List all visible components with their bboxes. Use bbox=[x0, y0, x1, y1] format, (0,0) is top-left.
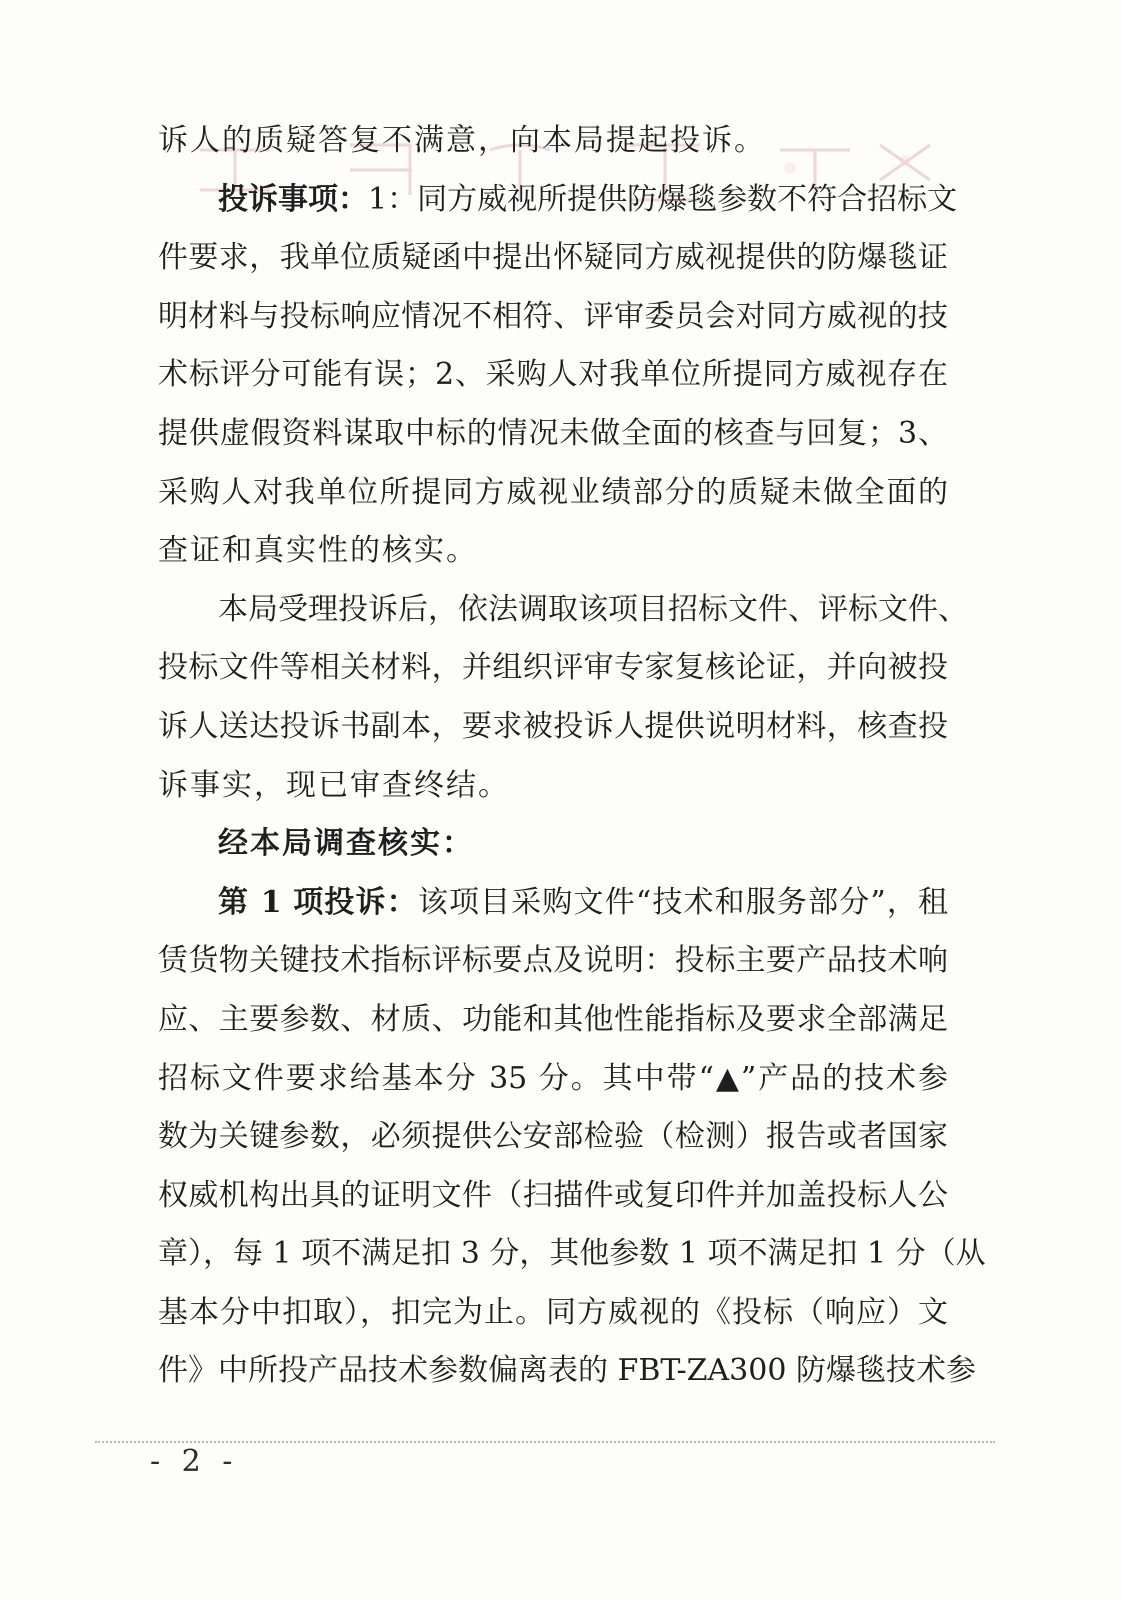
complaint-1-heading: 第 1 项投诉： bbox=[218, 884, 418, 920]
complaint-items-text: 1：同方威视所提供防爆毯参数不符合招标文 bbox=[368, 181, 958, 217]
complaint-1-text: 该项目采购文件“技术和服务部分”，租 bbox=[417, 884, 948, 920]
body-line: 采购人对我单位所提同方威视业绩部分的质疑未做全面的 bbox=[158, 474, 948, 510]
complaint-items-first-line bbox=[158, 171, 958, 230]
body-line: 赁货物关键技术指标评标要点及说明：投标主要产品技术响 bbox=[158, 943, 948, 979]
page-number: - 2 - bbox=[150, 1444, 239, 1479]
body-line: 数为关键参数，必须提供公安部检验（检测）报告或者国家 bbox=[158, 1119, 948, 1155]
document-body bbox=[158, 112, 986, 1401]
body-line: 章），每 1 项不满足扣 3 分，其他参数 1 项不满足扣 1 分（从 bbox=[158, 1236, 986, 1272]
body-line: 招标文件要求给基本分 35 分。其中带“▲”产品的技术参 bbox=[158, 1060, 948, 1096]
body-line: 诉事实，现已审查终结。 bbox=[158, 767, 510, 803]
body-line: 权威机构出具的证明文件（扫描件或复印件并加盖投标人公 bbox=[158, 1177, 948, 1213]
body-line: 件》中所投产品技术参数偏离表的 FBT-ZA300 防爆毯技术参 bbox=[158, 1353, 976, 1389]
body-line: 术标评分可能有误；2、采购人对我单位所提同方威视存在 bbox=[158, 357, 948, 393]
body-line: 诉人的质疑答复不满意，向本局提起投诉。 bbox=[158, 123, 766, 158]
body-line: 件要求，我单位质疑函中提出怀疑同方威视提供的防爆毯证 bbox=[158, 240, 948, 276]
complaint-items-heading: 投诉事项： bbox=[218, 181, 368, 217]
body-line: 诉人送达投诉书副本，要求被投诉人提供说明材料，核查投 bbox=[158, 708, 948, 744]
body-line: 本局受理投诉后，依法调取该项目招标文件、评标文件、 bbox=[218, 591, 968, 627]
complaint-1-first-line bbox=[158, 874, 948, 933]
body-line: 查证和真实性的核实。 bbox=[158, 533, 478, 569]
body-line: 应、主要参数、材质、功能和其他性能指标及要求全部满足 bbox=[158, 1001, 948, 1037]
body-line: 提供虚假资料谋取中标的情况未做全面的核查与回复；3、 bbox=[158, 415, 948, 451]
investigation-heading: 经本局调查核实： bbox=[218, 826, 474, 862]
body-line: 基本分中扣取），扣完为止。同方威视的《投标（响应）文 bbox=[158, 1294, 948, 1330]
body-line: 明材料与投标响应情况不相符、评审委员会对同方威视的技 bbox=[158, 298, 948, 334]
body-line: 投标文件等相关材料，并组织评审专家复核论证，并向被投 bbox=[158, 650, 948, 686]
